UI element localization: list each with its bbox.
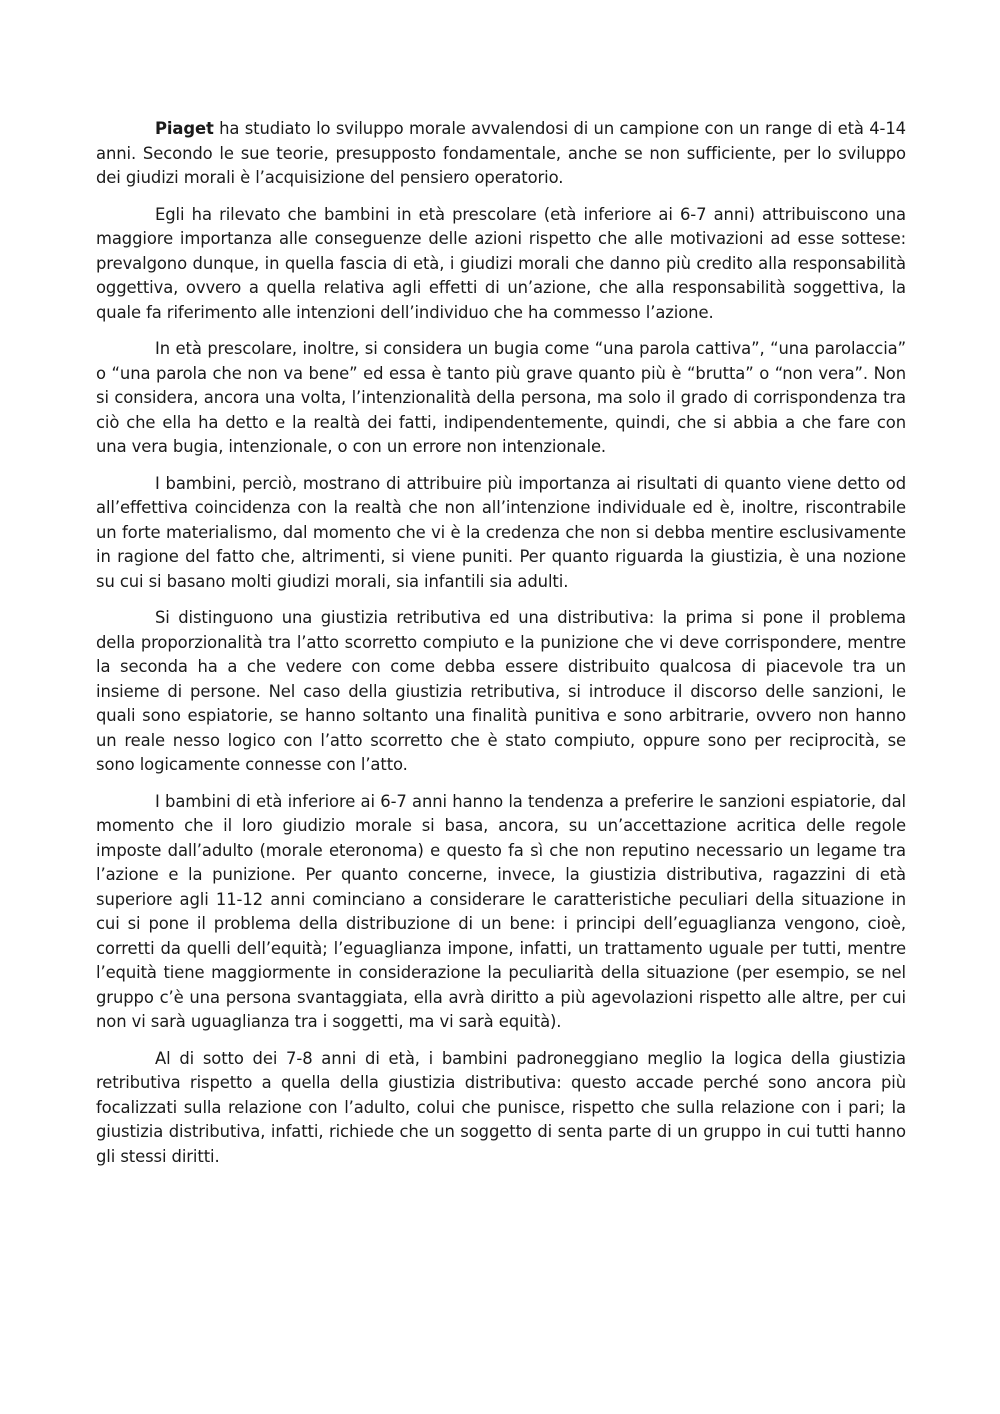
paragraph-5: Si distinguono una giustizia retributiva ed una distributiva: la prima si pone il problema della proporzionalità tra l’atto scorretto compiuto e la punizione che vi deve corrispondere, mentre la seconda ha a che vedere con come debba essere distribuito qualcosa di piacevole tra un insieme di persone. Nel caso della giustizia retributiva, si introduce il discorso delle sanzioni, le quali sono espiatorie, se hanno soltanto una finalità punitiva e sono arbitrarie, ovvero non hanno un reale nesso logico con l’atto scorretto che è stato compiuto, oppure sono per reciprocità, se sono logicamente connesse con l’atto. [96,608,906,774]
document-page [96,117,906,1181]
paragraph-2: Egli ha rilevato che bambini in età prescolare (età inferiore ai 6-7 anni) attribuiscono una maggiore importanza alle conseguenze delle azioni rispetto che alle motivazioni ad esse sottese: prevalgono dunque, in quella fascia di età, i giudizi morali che danno più credito alla responsabilità oggettiva, ovvero a quella relativa agli effetti di un’azione, che alla responsabilità soggettiva, la quale fa riferimento alle intenzioni dell’individuo che ha commesso l’azione. [96,204,906,322]
paragraph-4: I bambini, perciò, mostrano di attribuire più importanza ai risultati di quanto viene detto od all’effettiva coincidenza con la realtà che non all’intenzione individuale ed è, inoltre, riscontrabile un forte materialismo, dal momento che vi è la credenza che non si debba mentire esclusivamente in ragione del fatto che, altrimenti, si viene puniti. Per quanto riguarda la giustizia, è una nozione su cui si basano molti giudizi morali, sia infantili sia adulti. [96,473,906,591]
paragraph-7: Al di sotto dei 7-8 anni di età, i bambini padroneggiano meglio la logica della giustizia retributiva rispetto a quella della giustizia distributiva: questo accade perché sono ancora più focalizzati sulla relazione con l’adulto, colui che punisce, rispetto che sulla relazione con i pari; la giustizia distributiva, infatti, richiede che un soggetto di senta parte di un gruppo in cui tutti hanno gli stessi diritti. [96,1048,906,1166]
paragraph-lead-piaget: Piaget [155,119,214,138]
paragraph-text: ha studiato lo sviluppo morale avvalendosi di un campione con un range di età 4-14 anni. Secondo le sue teorie, presupposto fondamentale, anche se non sufficiente, per lo sviluppo dei giudizi morali è l’acquisizione del pensiero operatorio. [96,119,906,187]
paragraph-6: I bambini di età inferiore ai 6-7 anni hanno la tendenza a preferire le sanzioni espiatorie, dal momento che il loro giudizio morale si basa, ancora, su un’accettazione acritica delle regole imposte dall’adulto (morale eteronoma) e questo fa sì che non reputino necessario un legame tra l’azione e la punizione. Per quanto concerne, invece, la giustizia distributiva, ragazzini di età superiore agli 11-12 anni cominciano a considerare le caratteristiche peculiari della situazione in cui si pone il problema della distribuzione di un bene: i principi dell’eguaglianza vengono, cioè, corretti da quelli dell’equità; l’eguaglianza impone, infatti, un trattamento uguale per tutti, mentre l’equità tiene maggiormente in considerazione la peculiarità della situazione (per esempio, se nel gruppo c’è una persona svantaggiata, ella avrà diritto a più agevolazioni rispetto alle altre, per cui non vi sarà uguaglianza tra i soggetti, ma vi sarà equità). [96,791,906,1031]
paragraph-1 [96,117,906,191]
paragraph-3: In età prescolare, inoltre, si considera un bugia come “una parola cattiva”, “una parolaccia” o “una parola che non va bene” ed essa è tanto più grave quanto più è “brutta” o “non vera”. Non si considera, ancora una volta, l’intenzionalità della persona, ma solo il grado di corrispondenza tra ciò che ella ha detto e la realtà dei fatti, indipendentemente, quindi, che si abbia a che fare con una vera bugia, intenzionale, o con un errore non intenzionale. [96,339,906,456]
